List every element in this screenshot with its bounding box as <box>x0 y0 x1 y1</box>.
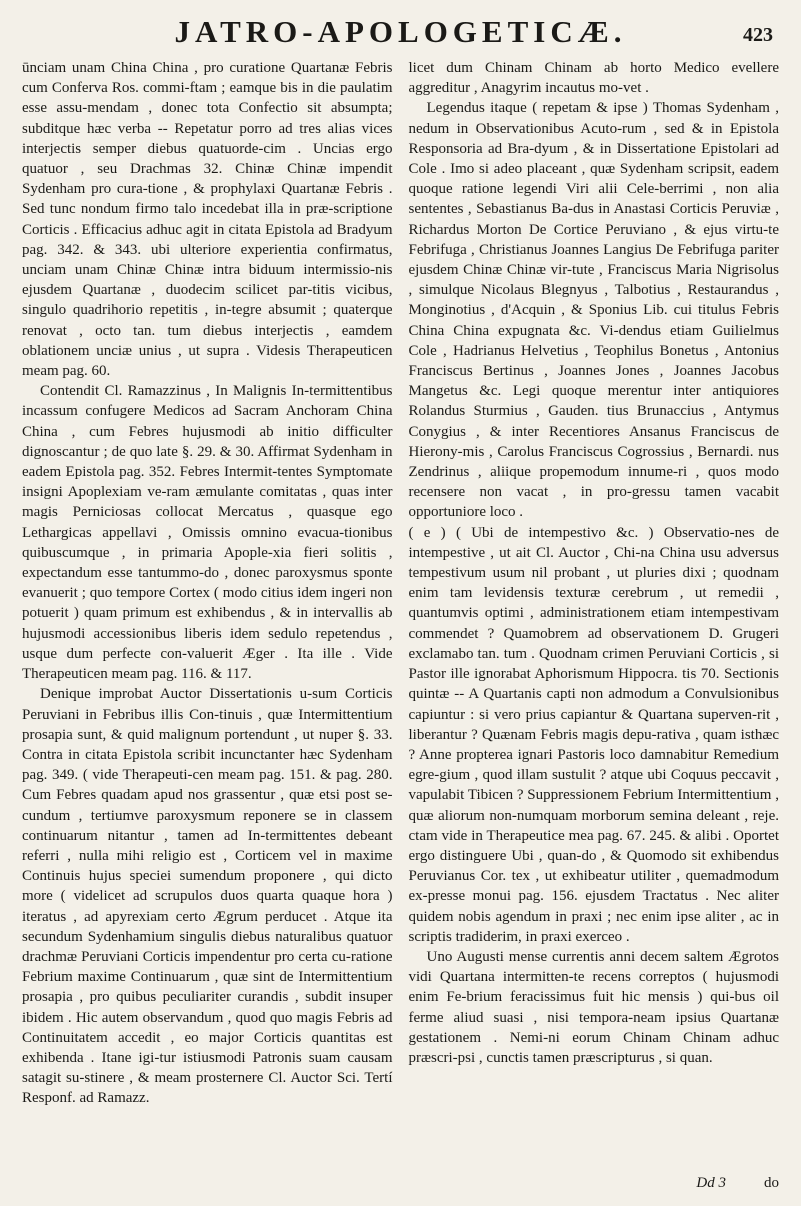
signature-mark: Dd 3 <box>696 1175 726 1191</box>
paragraph: licet dum Chinam Chinam ab horto Medico evellere aggreditur , Anagyrim incautus mo-vet . <box>408 60 779 97</box>
page-footer <box>22 1175 779 1192</box>
left-column <box>22 58 393 1109</box>
paragraph: Denique improbat Auctor Dissertationis u-sum Corticis Peruviani in Febribus illis Con-tinuis , quæ Intermittentium prosapia sunt, & quid malignum portendunt , ut nuper §. 33. Contra in citata Epistola scribit incunctanter hæc Sydenham pag. 349. ( vide Therapeuti-cen meam pag. 151. & pag. 280. Cum Febres quadam apud nos grassentur , quæ etsi post se-cundum , tertiumve paroxysmum reponere se in classem continuarum nitantur , tamen ad In-termittentes debeant referri , nulla mihi religio est , Corticem vel in maxime Continuis hujus speciei sumendum proponere , qui dicto more ( videlicet ad scrupulos duos quarta quaque hora ) iteratus , ad apyrexiam certo Ægrum perducet . Atque ita secundum Sydenhamium singulis diebus naturalibus quatuor drachmæ Peruviani Corticis impendentur pro certa cu-ratione Febrium maxime Continuarum , quæ sint de Intermittentium prosapia , pro quibus peculiariter curandis , subdit insuper ibidem . Hic autem observandum , quod quo magis Febris ad Continuitatem accedit , eo major Corticis quantitas est exhibenda . Itane igi-tur istiusmodi Patronis suam causam satagit su-stinere , & meam prosternere Cl. Auctor Sci. Tertí Responf. ad Ramazz. <box>22 686 393 1107</box>
page-number: 423 <box>743 24 773 46</box>
text-columns <box>22 58 779 1109</box>
paragraph: Uno Augusti mense currentis anni decem saltem Ægrotos vidi Quartana intermitten-te recens correptos ( hujusmodi enim Fe-brium feracissimus fuit hic mensis ) qui-bus oil ferme aliud suasi , nisi tempora-neam ipsius Quartanæ gestationem . Nemi-ni eorum Chinam Chinam adhuc præscri-psi , cunctis tamen præscripturus , si quan. <box>408 948 779 1066</box>
right-column <box>409 58 780 1109</box>
page-header <box>22 10 779 58</box>
running-title: JATRO-APOLOGETICÆ. <box>174 14 627 49</box>
catchword: do <box>764 1175 779 1191</box>
paragraph: Legendus itaque ( repetam & ipse ) Thomas Sydenham , nedum in Observationibus Acuto-rum , sed & in Epistola Responsoria ad Bra-dyum , & in Dissertatione Epistolari ad Cole . Imo si adeo placeant , quæ Sydenham scripsit, eadem quoque ratione legendi Viri alii Cele-berrimi , non alia sententes , Sebastianus Ba-dus in Anastasi Corticis Peruviæ , Richardus Morton De Cortice Peruviano , & ejus virtu-te Febrifuga , Christianus Joannes Langius De Febrifuga pariter ejusdem Chinæ Chinæ vir-tute , Franciscus Maria Nigrisolus , simulque Nicolaus Blegnyus , Talbotius , Restaurandus , Monginotius , d'Acquin , & Sponius Lib. cui titulus Febris China China expugnata &c. Vi-dendus etiam Guilielmus Cole , Hadrianus Helvetius , Teophilus Bonetus , Antonius Franciscus Bertinus , Joannes Jones , Joannes Jacobus Mangetus &c. Legi quoque merentur inter antiquiores Rolandus Sturmius , Gauden. tius Brunaccius , Antymus Conygius , & inter Recentiores Ansanus Franciscus de Hierony-mis , Carolus Franciscus Cogrossius , Bernardi. nus Zendrinus , aliique propemodum innume-ri , quos modo recensere non vacat , in pro-gressu tamen vacabit opportuniore loco . <box>408 100 779 521</box>
paragraph: ( e ) ( Ubi de intempestivo &c. ) Observatio-nes de intempestive , ut ait Cl. Auctor , Chi-na China usu adversus tempestivum usum nil probant , ut pluries dixi ; quodnam enim tam levidensis texturæ cerebrum , ut remedii , quantumvis optimi , administrationem etiam intempestivam commendet ? Quamobrem ad observationem D. Grugeri exclamabo tan. tum . Quodnam crimen Peruviani Corticis , si Pastor ille ignorabat Aphorismum Hippocra. tis 70. Sectionis quintæ -- A Quartanis capti non admodum a Convulsionibus capiuntur : si vero prius capiantur & Quartana superven-rit , liberantur ? Quænam Febris magis depu-rativa , quam isthæc ? Anne propterea ignari Pastoris loco damnabitur Remedium egre-gium , quod illam sustulit ? atque ubi Coquus peccavit , vapulabit Tibicen ? Suppressionem Febrium Intermittentium , quæ aliorum non-numquam morborum semina deleant , reje. ctam vide in Therapeutice mea pag. 67. 245. & alibi . Oportet ergo distinguere Ubi , quan-do , & Quomodo sit exhibendus Peruvianus Cor. tex , ut exhibeatur utiliter , quemadmodum ex-presse monui pag. 156. ejusdem Tractatus . Nec aliter quidem nobis agendum in praxi ; nec enim ipse aliter , ac in scriptis tradiderim, in praxi exerceo . <box>408 524 779 945</box>
paragraph: ūnciam unam China China , pro curatione Quartanæ Febris cum Conferva Ros. commi-ftam ; eamque bis in die paulatim esse assu-mendam , donec tota Confectio sit absumpta; subditque hæc verba -- Repetatur porro ad tres alias vices interjectis semper diebus quatuorde-cim . Uncias ergo quatuor , seu Drachmas 32. Chinæ Chinæ impendit Sydenham pro cura-tione , & prophylaxi Quartanæ Febris . Sed tunc nondum firmo talo incedebat illa in præ-scriptione Corticis . Efficacius adhuc agit in citata Epistola ad Bradyum pag. 342. & 343. ubi ulteriore experientia confirmatus, unciam unam Chinæ Chinæ intra biduum intermissio-nis ejusdem Quartanæ , duodecim scilicet par-titis vicibus, singulo quadrihorio repetitis , in-tegre absumit ; quaterque renovat , octo tan. tum diebus interjectis , eamdem oblationem unciæ unius , ut supra . Videsis Therapeuticen meam pag. 60. <box>22 60 393 380</box>
paragraph: Contendit Cl. Ramazzinus , In Malignis In-termittentibus incassum confugere Medicos ad Sacram Anchoram China China , cum Febres hujusmodi ab initio difficulter dignoscantur ; de quo late §. 29. & 30. Affirmat Sydenham in eadem Epistola pag. 352. Febres Intermit-tentes Symptomate insigni Apoplexiam ve-ram æmulante comitatas , quas inter magis Perniciosas collocat Mercatus , quasque ego Lethargicas appellavi , Omissis omnino evacua-tionibus quibuscumque , in primaria Apople-xia fieri solitis , expectandum esse tantummo-do , donec paroxysmus sponte evanuerit ; quo tempore Cortex ( modo citius idem ingeri non potuerit ) quam primum est exhibendus , & in intervallis ab hujusmodi accessionibus liberis idem sedulo repetendus , usque dum perfecte con-valuerit Æger . Ita ille . Vide Therapeuticen meam pag. 116. & 117. <box>22 383 393 683</box>
